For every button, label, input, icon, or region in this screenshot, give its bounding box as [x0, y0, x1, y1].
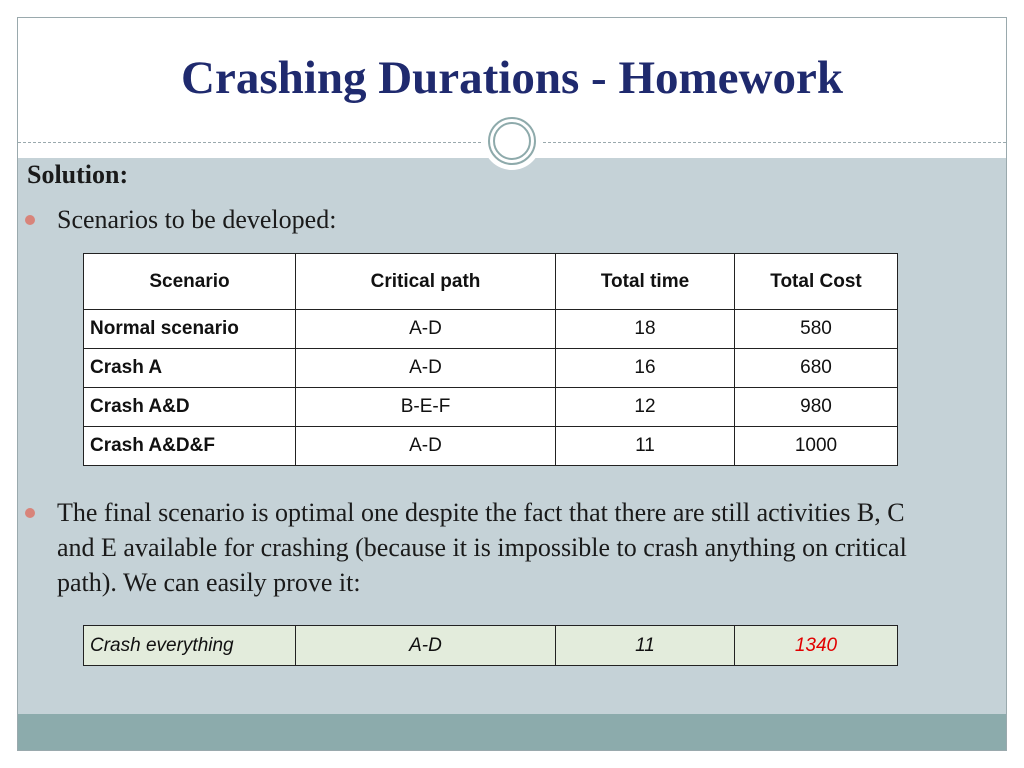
critical-path-cell: A-D — [296, 349, 556, 388]
critical-path-cell: B-E-F — [296, 388, 556, 427]
total-time-cell: 16 — [556, 349, 735, 388]
table-row — [84, 310, 898, 349]
critical-path-cell: A-D — [296, 427, 556, 466]
total-cost-cell: 680 — [735, 349, 898, 388]
scenario-cell: Crash A&D&F — [84, 427, 296, 466]
scenario-cell: Crash everything — [84, 626, 296, 666]
table-row — [84, 349, 898, 388]
total-cost-cell: 980 — [735, 388, 898, 427]
scenario-cell: Crash A&D — [84, 388, 296, 427]
bullet-item — [25, 495, 945, 600]
circle-ornament-icon — [483, 112, 541, 170]
bullet-item — [25, 202, 336, 237]
table-row — [84, 427, 898, 466]
bullet-text: The final scenario is optimal one despite the fact that there are still activities B, C and E available for crashing (because it is impossible to crash anything on critical path). We can easily prove it: — [57, 498, 907, 597]
scenario-cell: Normal scenario — [84, 310, 296, 349]
total-time-cell: 11 — [556, 427, 735, 466]
critical-path-cell: A-D — [296, 626, 556, 666]
critical-path-cell: A-D — [296, 310, 556, 349]
bullet-text: Scenarios to be developed: — [57, 205, 337, 234]
footer-bar — [18, 714, 1006, 750]
scenario-cell: Crash A — [84, 349, 296, 388]
total-time-cell: 12 — [556, 388, 735, 427]
total-time-cell: 18 — [556, 310, 735, 349]
slide-title: Crashing Durations - Homework — [181, 52, 843, 104]
total-time-cell: 11 — [556, 626, 735, 666]
solution-heading: Solution: — [27, 160, 129, 189]
bullet-dot-icon — [25, 215, 35, 225]
table-row — [84, 626, 898, 666]
scenarios-table — [83, 253, 898, 466]
column-header: Critical path — [296, 254, 556, 310]
column-header: Scenario — [84, 254, 296, 310]
total-cost-cell: 1340 — [735, 626, 898, 666]
column-header: Total time — [556, 254, 735, 310]
table-row — [84, 388, 898, 427]
total-cost-cell: 1000 — [735, 427, 898, 466]
total-cost-cell: 580 — [735, 310, 898, 349]
bullet-dot-icon — [25, 508, 35, 518]
proof-table — [83, 625, 898, 666]
table-header-row — [84, 254, 898, 310]
column-header: Total Cost — [735, 254, 898, 310]
